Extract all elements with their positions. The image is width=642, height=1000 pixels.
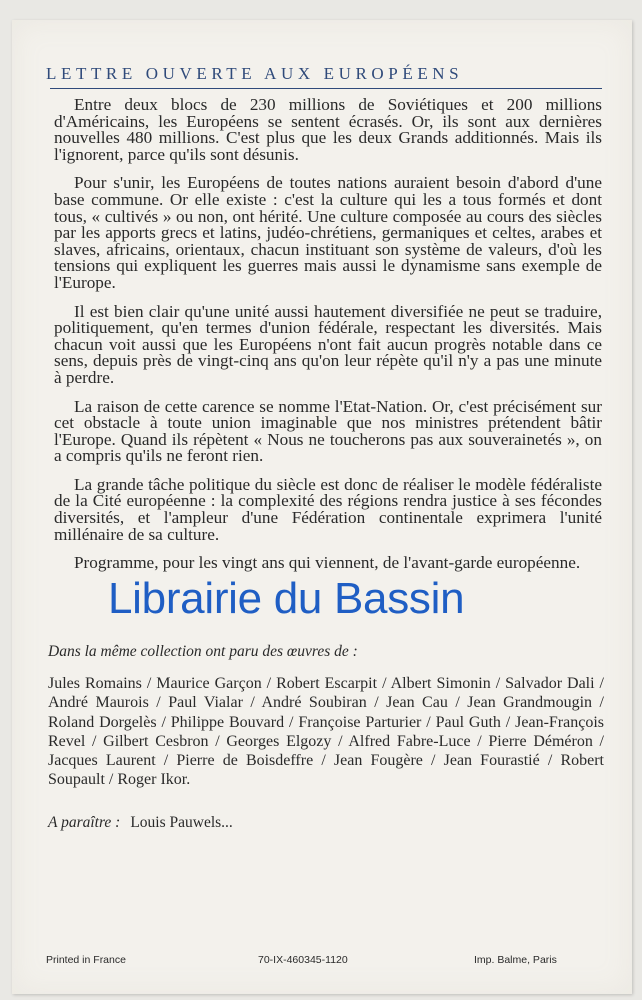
collection-heading: Dans la même collection ont paru des œuvres de :: [48, 643, 358, 660]
printed-in-france: Printed in France: [46, 954, 126, 966]
book-title: LETTRE OUVERTE AUX EUROPÉENS: [46, 64, 464, 83]
forthcoming-value: Louis Pauwels...: [130, 814, 233, 831]
blurb-paragraph: La grande tâche politique du siècle est donc de réaliser le modèle fédéraliste de la Cité européenne : la complexité des régions rendra justice à ses fécondes diversités, et l'ampleur d'une Fédération continentale exprimera l'unité millénaire de sa culture.: [54, 474, 602, 544]
blurb-paragraph: Pour s'unir, les Européens de toutes nations auraient besoin d'abord d'une base commune. Or elle existe : c'est la culture qui les a tous formés et dont tous, « cultivés » ou non, ont hérité. Une culture composée au cours des siècles par les apports grecs et latins, judéo-chrétiens, germaniques et celtes, arabes et slaves, africains, orientaux, chacun instituant son système de valeurs, d'où les tensions qui expliquent les guerres mais aussi le dynamisme sans exemple de l'Europe.: [54, 173, 602, 292]
forthcoming-line: [48, 814, 604, 832]
blurb-paragraph: Il est bien clair qu'une unité aussi hautement diversifiée ne peut se traduire, politiquement, qu'en termes d'union fédérale, respectant les diversités. Mais chacun voit aussi que les Européens n'ont fait aucun progrès notable dans ce sens, depuis près de vingt-cinq ans qu'on leur répète qu'il n'y a pas une minute à perdre.: [54, 301, 602, 387]
printer-name: Imp. Balme, Paris: [474, 954, 557, 966]
book-code: 70-IX-460345-1120: [258, 954, 348, 966]
title-rule: [50, 88, 602, 89]
blurb-paragraph: Entre deux blocs de 230 millions de Soviétiques et 200 millions d'Américains, les Européens se sentent écrasés. Or, ils sont aux dernières nouvelles 480 millions. C'est plus que les deux Grands additionnés. Mais ils l'ignorent, parce qu'ils sont désunis.: [54, 95, 602, 164]
back-cover: [12, 20, 632, 994]
blurb-text: [54, 97, 602, 584]
blurb-paragraph: La raison de cette carence se nomme l'Etat-Nation. Or, c'est précisément sur cet obstacle à toute union imaginable que nos ministres prétendent bâtir l'Europe. Quand ils répètent « Nous ne toucherons pas aux souverainetés », on a compris qu'ils ne feront rien.: [54, 396, 602, 466]
forthcoming-label: A paraître :: [48, 814, 121, 831]
author-list: Jules Romains / Maurice Garçon / Robert Escarpit / Albert Simonin / Salvador Dali / André Maurois / Paul Vialar / André Soubiran / Jean Cau / Jean Grandmougin / Roland Dorgelès / Philippe Bouvard / Françoise Parturier / Paul Guth / Jean-François Revel / Gilbert Cesbron / Georges Elgozy / Alfred Fabre-Luce / Pierre Déméron / Jacques Laurent / Pierre de Boisdeffre / Jean Fougère / Jean Fourastié / Robert Soupault / Roger Ikor.: [48, 675, 604, 789]
seller-watermark: Librairie du Bassin: [108, 574, 465, 623]
blurb-paragraph: Programme, pour les vingt ans qui viennent, de l'avant-garde européenne.: [74, 553, 581, 573]
